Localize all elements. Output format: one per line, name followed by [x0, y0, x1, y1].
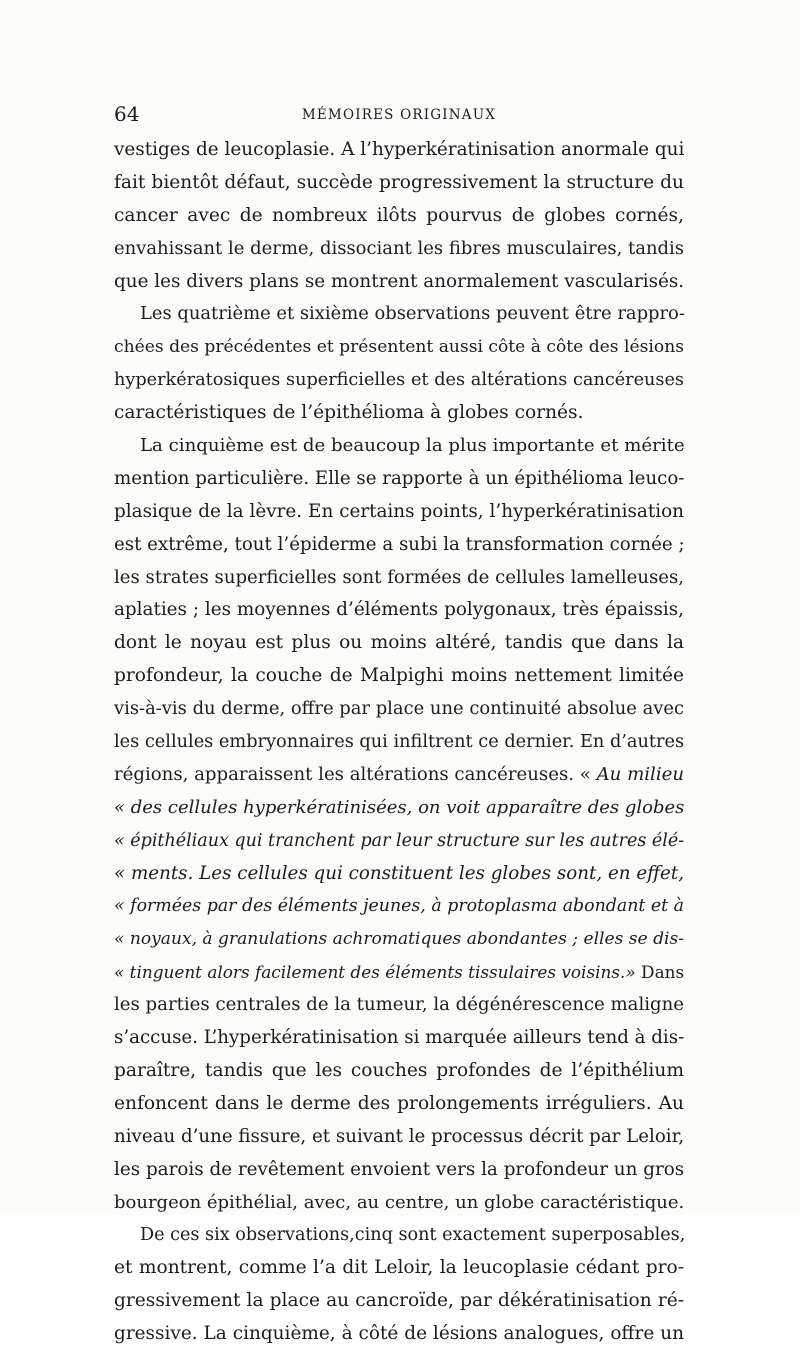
- line-italic-part: « tinguent alors facilement des éléments tissulaires voisins.»: [114, 962, 636, 983]
- text-line-mixed: [114, 956, 684, 989]
- text-line: les strates superficielles sont formées de cellules lamelleuses,: [114, 566, 684, 588]
- text-line: chées des précédentes et présentent aussi côte à côte des lésions: [114, 337, 684, 358]
- line-roman-part: régions, apparaissent les altérations cancéreuses. «: [114, 763, 597, 785]
- text-line: La cinquième est de beaucoup la plus importante et mérite: [140, 435, 685, 457]
- running-title: MÉMOIRES ORIGINAUX: [301, 107, 497, 123]
- body-text: [114, 134, 684, 1351]
- quote-line: « noyaux, à granulations achromatiques abondantes ; elles se dis-: [114, 929, 684, 950]
- text-line: les cellules embryonnaires qui infiltrent ce dernier. En d’autres: [114, 732, 685, 753]
- text-line: niveau d’une fissure, et suivant le processus décrit par Leloir,: [114, 1125, 685, 1147]
- text-line: caractéristiques de l’épithélioma à globes cornés.: [114, 402, 584, 424]
- text-line: enfoncent dans le derme des prolongements irréguliers. Au: [114, 1092, 684, 1114]
- quote-line: « ments. Les cellules qui constituent les globes sont, en effet,: [114, 862, 684, 884]
- page-header: [114, 101, 684, 127]
- text-line: De ces six observations,cinq sont exactement superposables,: [140, 1225, 686, 1246]
- text-line: vestiges de leucoplasie. A l’hyperkératinisation anormale qui: [114, 139, 685, 160]
- text-line: aplaties ; les moyennes d’éléments polygonaux, très épaissis,: [114, 599, 684, 621]
- text-line: plasique de la lèvre. En certains points, l’hyperkératinisation: [114, 500, 684, 522]
- text-line: profondeur, la couche de Malpighi moins nettement limitée: [114, 665, 684, 687]
- text-line: fait bientôt défaut, succède progressivement la structure du: [114, 171, 684, 193]
- quote-line: « épithéliaux qui tranchent par leur structure sur les autres élé-: [114, 830, 685, 851]
- text-line: et montrent, comme l’a dit Leloir, la leucoplasie cédant pro-: [114, 1257, 684, 1279]
- text-line: s’accuse. L’hyperkératinisation si marquée ailleurs tend à dis-: [114, 1027, 685, 1049]
- text-line: Les quatrième et sixième observations peuvent être rappro-: [140, 303, 685, 325]
- text-line: vis-à-vis du derme, offre par place une continuité absolue avec: [114, 698, 684, 720]
- text-line-mixed: [114, 759, 684, 792]
- text-line: mention particulière. Elle se rapporte à un épithélioma leuco-: [114, 467, 685, 489]
- page-number: 64: [114, 102, 140, 126]
- text-line: hyperkératosiques superficielles et des altérations cancéreuses: [114, 370, 684, 391]
- text-line: dont le noyau est plus ou moins altéré, tandis que dans la: [114, 632, 684, 654]
- text-line: paraître, tandis que les couches profondes de l’épithélium: [114, 1059, 684, 1081]
- quote-line: « des cellules hyperkératinisées, on voit apparaître des globes: [114, 796, 685, 818]
- text-line: gressivement la place au cancroïde, par dékératinisation ré-: [114, 1290, 684, 1312]
- text-line: envahissant le derme, dissociant les fibres musculaires, tandis: [114, 237, 684, 259]
- line-roman-part: Dans: [635, 962, 685, 983]
- text-line: les parties centrales de la tumeur, la dégénérescence maligne: [114, 994, 685, 1016]
- text-line: les parois de revêtement envoient vers la profondeur un gros: [114, 1158, 685, 1180]
- text-line: est extrême, tout l’épiderme a subi la transformation cornée ;: [114, 533, 685, 555]
- line-italic-part: Au milieu: [596, 763, 685, 785]
- text-line: bourgeon épithélial, avec, au centre, un globe caractéristique.: [114, 1191, 685, 1213]
- text-line: gressive. La cinquième, à côté de lésions analogues, offre un: [114, 1323, 684, 1345]
- text-line: que les divers plans se montrent anormalement vascularisés.: [114, 270, 685, 292]
- text-line: cancer avec de nombreux ilôts pourvus de globes cornés,: [114, 204, 684, 226]
- quote-line: « formées par des éléments jeunes, à protoplasma abondant et à: [114, 896, 684, 917]
